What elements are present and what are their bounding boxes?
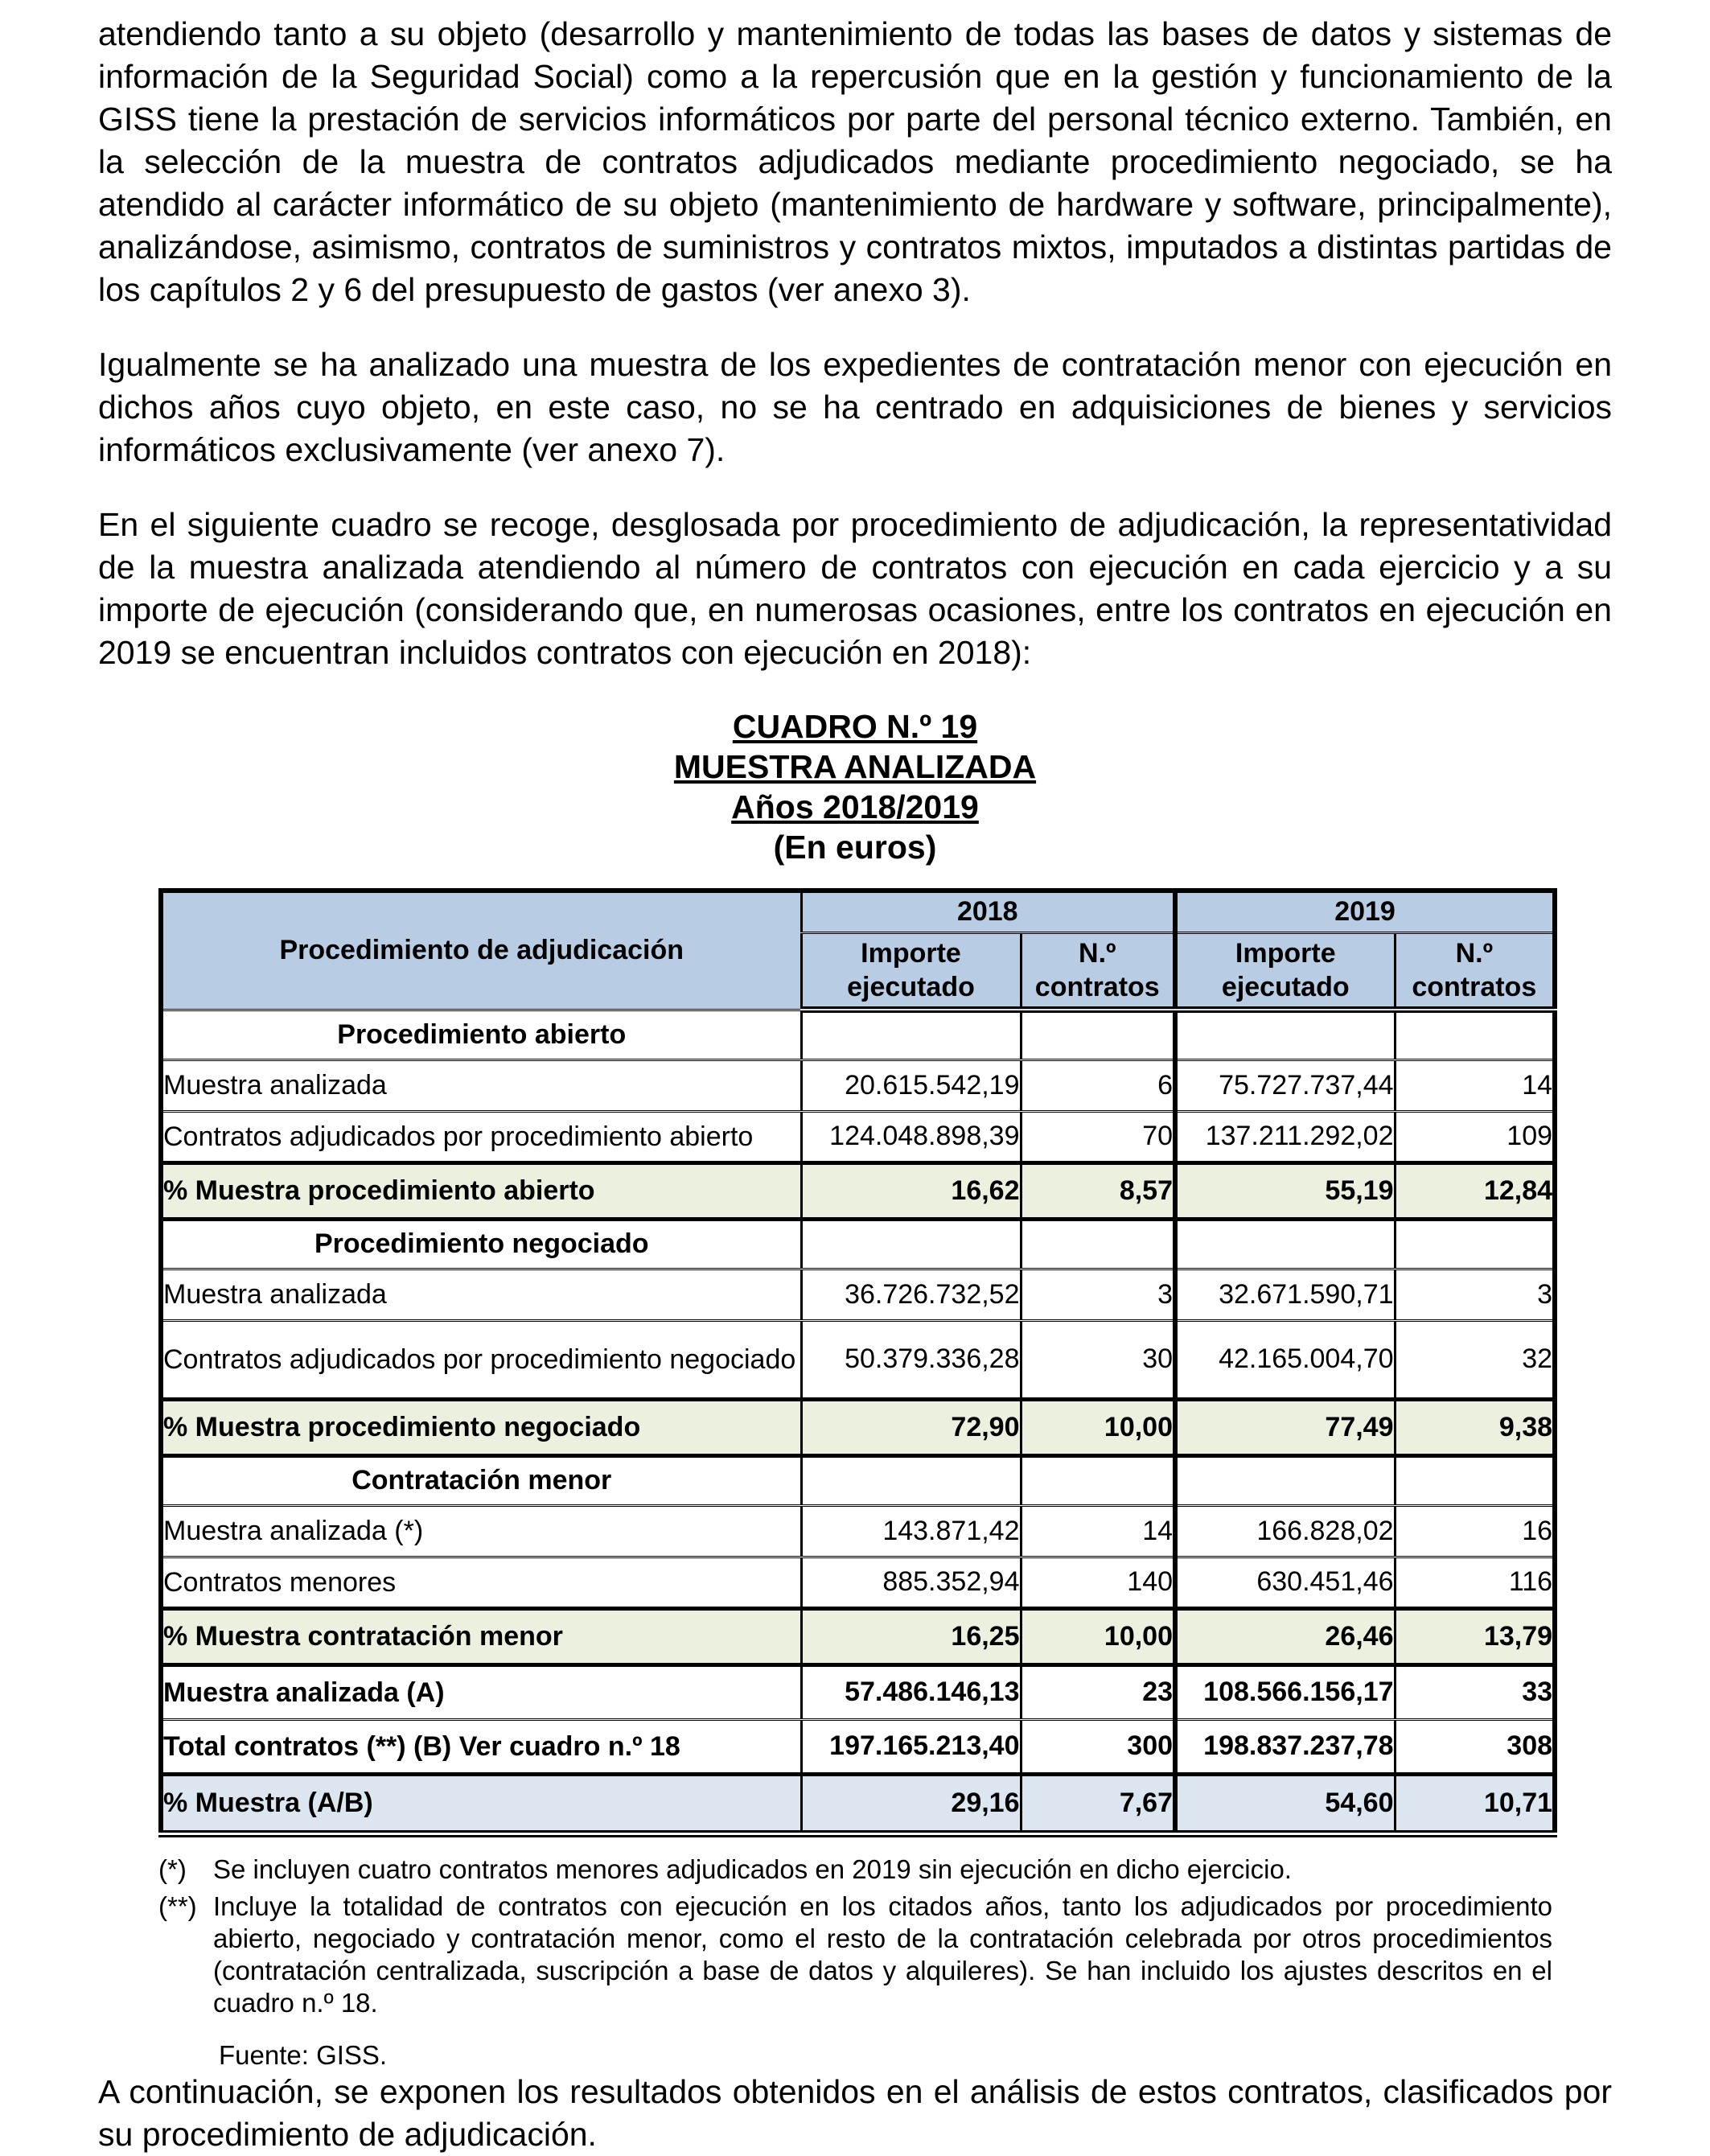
table-row-muestra-total: Muestra analizada (A) 57.486.146,13 23 108.566.156,17 33 bbox=[161, 1664, 1555, 1719]
table-row: Contratos menores 885.352,94 140 630.451,46 116 bbox=[161, 1557, 1555, 1608]
table-row-total-contratos: Total contratos (**) (B) Ver cuadro n.º 18 197.165.213,40 300 198.837.237,78 308 bbox=[161, 1719, 1555, 1774]
table-row-section-negociado: Procedimiento negociado bbox=[161, 1219, 1555, 1269]
table-row-summary-negociado: % Muestra procedimiento negociado 72,90 10,00 77,49 9,38 bbox=[161, 1399, 1555, 1455]
header-procedimiento: Procedimiento de adjudicación bbox=[161, 891, 801, 1010]
table-row: Contratos adjudicados por procedimiento abierto 124.048.898,39 70 137.211.292,02 109 bbox=[161, 1111, 1555, 1162]
table-row-section-abierto: Procedimiento abierto bbox=[161, 1010, 1555, 1059]
header-year-2018: 2018 bbox=[801, 891, 1175, 932]
table-header-years-row bbox=[161, 891, 1555, 932]
footnote-1-marker: (*) bbox=[158, 1854, 187, 1884]
header-importe-2018: Importe ejecutado bbox=[801, 932, 1021, 1010]
paragraph-1: atendiendo tanto a su objeto (desarrollo y mantenimiento de todas las bases de datos y sistemas de información de la Seguridad Social) como a la repercusión que en la gestión y funcionamiento de la GISS tiene la prestación de servicios informáticos por parte del personal técnico externo. También, en la selección de la muestra de contratos adjudicados mediante procedimiento negociado, se ha atendido al carácter informático de su objeto (mantenimiento de hardware y software, principalmente), analizándose, asimismo, contratos de suministros y contratos mixtos, imputados a distintas partidas de los capítulos 2 y 6 del presupuesto de gastos (ver anexo 3). bbox=[98, 15, 1612, 308]
muestra-analizada-table bbox=[158, 888, 1557, 1837]
header-year-2019: 2019 bbox=[1175, 891, 1555, 932]
table-row: Contratos adjudicados por procedimiento negociado 50.379.336,28 30 42.165.004,70 32 bbox=[161, 1320, 1555, 1399]
table-row-section-menor: Contratación menor bbox=[161, 1455, 1555, 1505]
footnote-2-text: Incluye la totalidad de contratos con ejecución en los citados años, tanto los adjudicados por procedimiento abierto, negociado y contratación menor, como el resto de la contratación celebrada por otros procedimientos (contratación centralizada, suscripción a base de datos y alquileres). Se han incluido los ajustes descritos en el cuadro n.º 18. bbox=[213, 1891, 1552, 2018]
footnote-2 bbox=[158, 1891, 1552, 2019]
footnote-1-text: Se incluyen cuatro contratos menores adjudicados en 2019 sin ejecución en dicho ejercicio. bbox=[213, 1854, 1292, 1884]
table-row-summary-menor: % Muestra contratación menor 16,25 10,00 26,46 13,79 bbox=[161, 1608, 1555, 1664]
paragraph-2: Igualmente se ha analizado una muestra de los expedientes de contratación menor con ejecución en dichos años cuyo objeto, en este caso, no se ha centrado en adquisiciones de bienes y servicios informáticos exclusivamente (ver anexo 7). bbox=[98, 346, 1612, 468]
footnote-2-marker: (**) bbox=[158, 1891, 197, 1921]
table-title-years: Años 2018/2019 bbox=[731, 788, 979, 825]
table-title-number: CUADRO N.º 19 bbox=[732, 708, 978, 745]
table-title bbox=[98, 706, 1612, 867]
table-title-units: (En euros) bbox=[773, 829, 937, 866]
footnote-1 bbox=[158, 1854, 1552, 1886]
table-row: Muestra analizada 36.726.732,52 3 32.671.590,71 3 bbox=[161, 1269, 1555, 1320]
source-line: Fuente: GISS. bbox=[219, 2039, 388, 2070]
header-contratos-2018: N.º contratos bbox=[1021, 932, 1175, 1010]
table-row: Muestra analizada (*) 143.871,42 14 166.828,02 16 bbox=[161, 1505, 1555, 1557]
closing-paragraph: A continuación, se exponen los resultados obtenidos en el análisis de estos contratos, clasificados por su procedimiento de adjudicación. bbox=[98, 2072, 1612, 2153]
table-row-summary-abierto: % Muestra procedimiento abierto 16,62 8,57 55,19 12,84 bbox=[161, 1162, 1555, 1219]
table-row: Muestra analizada 20.615.542,19 6 75.727.737,44 14 bbox=[161, 1059, 1555, 1111]
footnotes bbox=[158, 1854, 1552, 2071]
table-title-name: MUESTRA ANALIZADA bbox=[673, 748, 1037, 785]
paragraph-3: En el siguiente cuadro se recoge, desglosada por procedimiento de adjudicación, la representatividad de la muestra analizada atendiendo al número de contratos con ejecución en cada ejercicio y a su importe de ejecución (considerando que, en numerosas ocasiones, entre los contratos en ejecución en 2019 se encuentran incluidos contratos con ejecución en 2018): bbox=[98, 506, 1612, 671]
header-importe-2019: Importe ejecutado bbox=[1175, 932, 1395, 1010]
table-row-pct-muestra: % Muestra (A/B) 29,16 7,67 54,60 10,71 bbox=[161, 1774, 1555, 1833]
header-contratos-2019: N.º contratos bbox=[1395, 932, 1555, 1010]
